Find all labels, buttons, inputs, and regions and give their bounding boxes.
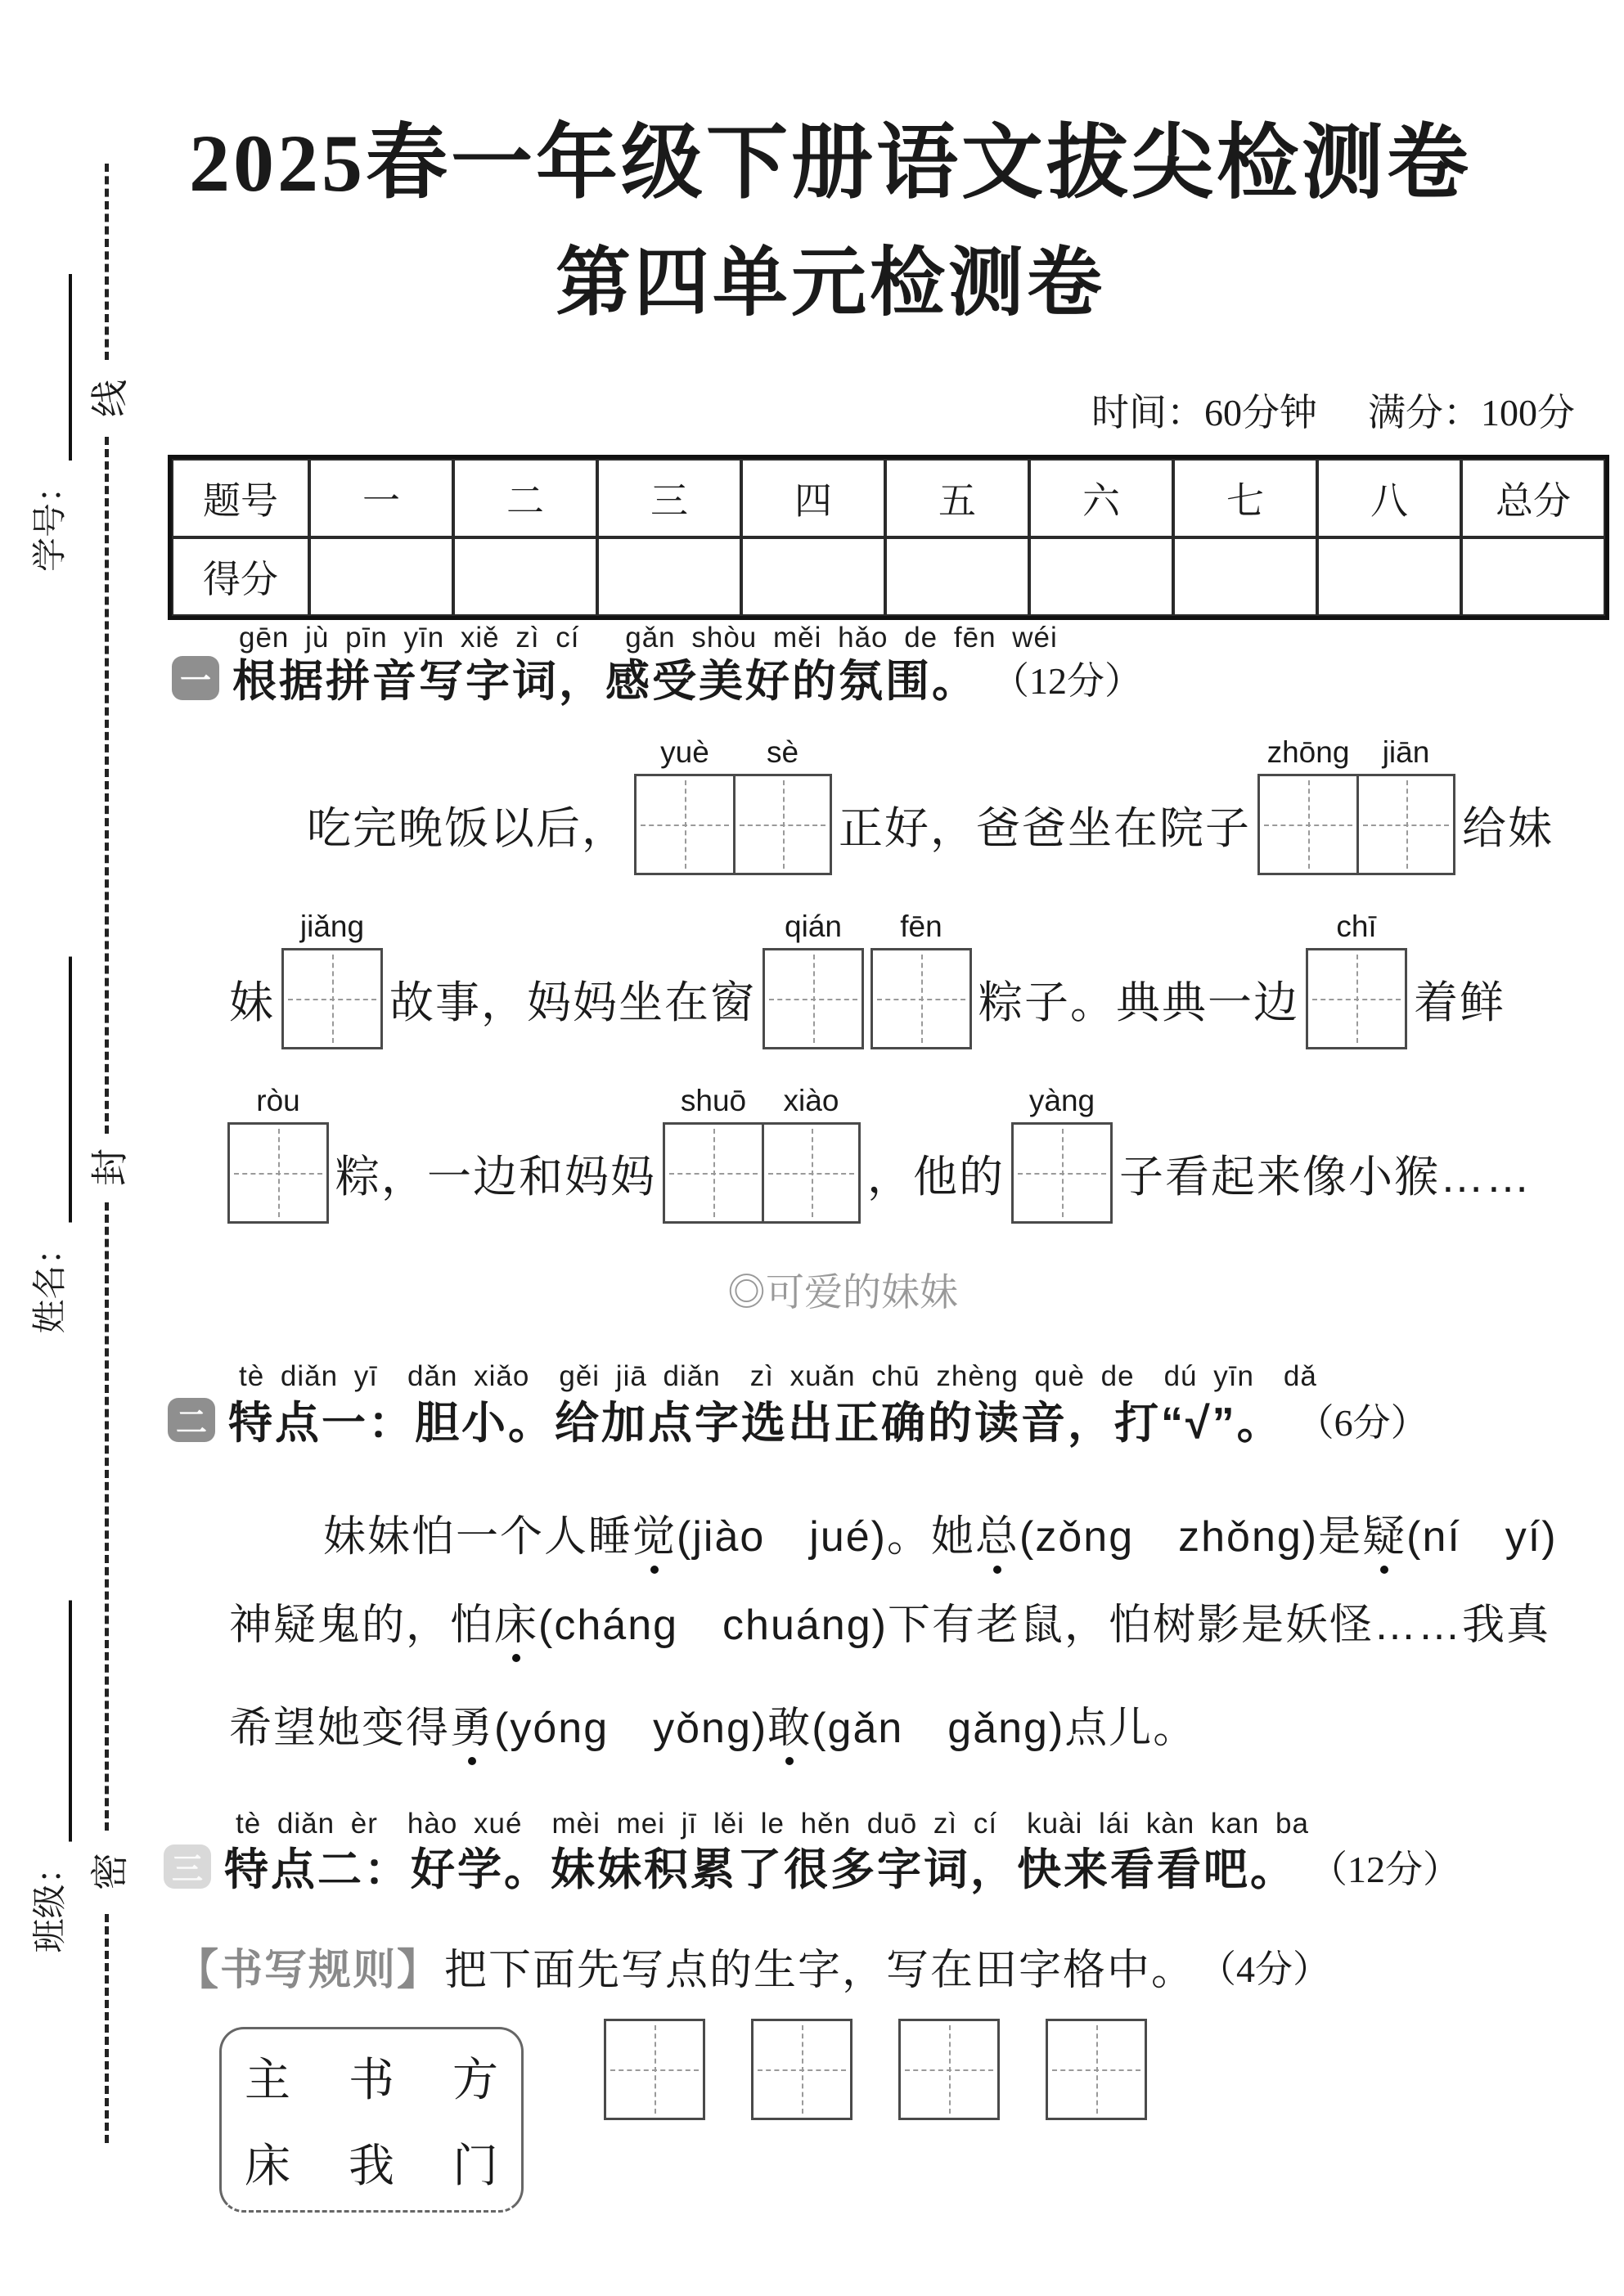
sentence-text: 正好，爸爸坐在院子 <box>839 803 1251 853</box>
tianzige-cell[interactable] <box>1356 735 1453 873</box>
writing-line-1 <box>307 735 1554 874</box>
tianzige-cell[interactable] <box>1014 1084 1110 1221</box>
tianzige-cell[interactable] <box>1308 910 1405 1047</box>
score-cell[interactable] <box>1461 537 1605 616</box>
paragraph-text: (zǒng zhǒng)是 <box>1019 1513 1363 1561</box>
paper-title: 2025春一年级下册语文拔尖检测卷 <box>189 118 1472 209</box>
score-column-header: 二 <box>453 459 597 537</box>
writing-line-2 <box>229 910 1505 1048</box>
sentence-text: 吃完晚饭以后， <box>307 803 628 853</box>
score-column-header: 题号 <box>172 459 309 537</box>
charbox-char: 我 <box>349 2140 394 2191</box>
tianzige-cell[interactable] <box>606 2021 703 2118</box>
tianzige-box <box>1046 2019 1147 2120</box>
student-name-blank[interactable] <box>61 956 72 1222</box>
tianzige-cell[interactable] <box>765 910 861 1047</box>
full-score: 满分：100分 <box>1368 392 1575 434</box>
tianzige-cell[interactable] <box>637 735 733 873</box>
pinyin-label: fēn <box>900 910 942 943</box>
class-label: 班级： <box>32 1849 70 1953</box>
sentence-text: 着鲜 <box>1414 977 1505 1027</box>
question-2-stem <box>168 1388 1428 1451</box>
pinyin-label: sè <box>766 735 799 769</box>
writing-rule-text: 把下面先写点的生字，写在田字格中。 <box>444 1947 1196 1994</box>
q3-pinyin-guide: tè diǎn èr hào xué mèi mei jī lěi le hěn duō zì cí kuài lái kàn kan ba <box>236 1808 1309 1840</box>
tianzige-box <box>1257 735 1455 875</box>
paragraph-text: (ní yí) <box>1406 1513 1558 1561</box>
score-column-header: 七 <box>1173 459 1317 537</box>
q1-pinyin-guide: gēn jù pīn yīn xiě zì cí gǎn shòu měi hǎo de fēn wéi <box>239 622 1058 654</box>
charbox-row <box>245 2044 498 2110</box>
dotted-char: 床 <box>494 1602 539 1649</box>
score-column-header: 四 <box>741 459 885 537</box>
tianzige-cell[interactable] <box>1260 735 1356 873</box>
paragraph-text: (yóng yǒng) <box>494 1705 768 1752</box>
student-id-label: 学号： <box>32 468 70 573</box>
student-name-field <box>23 956 72 1333</box>
tianzige-cell[interactable] <box>754 2021 850 2118</box>
tianzige-box <box>763 910 864 1049</box>
tianzige-cell[interactable] <box>901 2021 997 2118</box>
question-3-stem <box>164 1835 1460 1898</box>
score-column-header: 一 <box>309 459 453 537</box>
pinyin-label: jiǎng <box>299 910 365 943</box>
question-1-stem <box>172 646 1142 709</box>
sentence-text: 粽子。典典一边 <box>978 977 1299 1027</box>
score-cell[interactable] <box>1317 537 1461 616</box>
seal-dashed-line <box>105 1202 109 1831</box>
writing-rule-points: （4分） <box>1199 1948 1331 1990</box>
score-column-header: 三 <box>597 459 741 537</box>
section-one-icon: 一 <box>172 656 219 700</box>
q2-paragraph-line-3 <box>229 1693 1197 1755</box>
paragraph-text: 妹妹怕一个人睡 <box>323 1513 633 1561</box>
score-cell[interactable] <box>597 537 741 616</box>
student-name-label: 姓名： <box>32 1230 70 1334</box>
tianzige-cell[interactable] <box>284 910 380 1047</box>
class-field <box>23 1600 72 1952</box>
passage-caption: ◎可爱的妹妹 <box>727 1270 958 1314</box>
writing-line-3 <box>227 1084 1532 1222</box>
dotted-char: 疑 <box>1362 1513 1407 1561</box>
score-cell[interactable] <box>741 537 885 616</box>
q2-stem-text: 特点一：胆小。给加点字选出正确的读音，打“√”。 <box>228 1399 1284 1448</box>
score-column-header: 五 <box>885 459 1029 537</box>
score-table <box>168 455 1609 620</box>
q2-paragraph-line-2 <box>229 1590 1550 1651</box>
section-three-icon: 三 <box>164 1844 211 1889</box>
sentence-text: 子看起来像小猴…… <box>1119 1152 1532 1202</box>
q1-stem-text: 根据拼音写字词，感受美好的氛围。 <box>232 657 978 706</box>
tianzige-box <box>281 910 383 1049</box>
paragraph-text: 希望她变得 <box>229 1705 451 1752</box>
student-id-blank[interactable] <box>61 274 72 461</box>
student-id-field <box>23 274 72 572</box>
pinyin-label: jiān <box>1382 735 1430 769</box>
score-cell[interactable] <box>309 537 453 616</box>
tianzige-cell[interactable] <box>873 910 969 1047</box>
score-row-label: 得分 <box>172 537 309 616</box>
tianzige-box <box>634 735 832 875</box>
seal-char-feng: 封 <box>89 1148 131 1186</box>
tianzige-box <box>1011 1084 1113 1224</box>
tianzige-box <box>870 910 972 1049</box>
writing-rule-line <box>176 1935 1330 1997</box>
charbox-char: 门 <box>452 2140 498 2191</box>
paragraph-text: (gǎn gǎng)点儿。 <box>812 1705 1198 1752</box>
tianzige-box <box>227 1084 329 1224</box>
dotted-char: 勇 <box>450 1705 495 1752</box>
dotted-char: 觉 <box>632 1513 677 1561</box>
score-column-header: 总分 <box>1461 459 1605 537</box>
q3-stem-text: 特点二：好学。妹妹积累了很多字词，快来看看吧。 <box>224 1845 1297 1894</box>
pinyin-label: shuō <box>680 1084 747 1117</box>
section-two-icon: 二 <box>168 1398 215 1442</box>
class-blank[interactable] <box>61 1600 72 1841</box>
sentence-text: 故事，妈妈坐在窗 <box>389 977 756 1027</box>
seal-dashed-line <box>105 437 109 1134</box>
charbox-char: 书 <box>349 2054 394 2105</box>
charbox-row <box>245 2130 498 2195</box>
tianzige-cell[interactable] <box>762 1084 858 1221</box>
tianzige-cell[interactable] <box>733 735 830 873</box>
score-cell[interactable] <box>885 537 1029 616</box>
practice-grids <box>604 2019 1147 2120</box>
score-cell[interactable] <box>1029 537 1173 616</box>
q1-points: （12分） <box>992 659 1142 702</box>
pinyin-label: xiào <box>783 1084 839 1117</box>
writing-rule-bracket: 【书写规则】 <box>176 1947 442 1994</box>
seal-char-xian: 线 <box>89 380 131 417</box>
charbox-char: 床 <box>245 2140 290 2191</box>
pinyin-label: zhōng <box>1266 735 1350 769</box>
paragraph-text: (jiào jué)。她 <box>677 1513 976 1561</box>
q2-paragraph-line-1 <box>323 1502 1558 1563</box>
paragraph-text: (cháng chuáng)下有老鼠，怕树影是妖怪……我真 <box>538 1602 1550 1649</box>
sentence-text: 粽，一边和妈妈 <box>335 1152 656 1202</box>
charbox-char: 方 <box>452 2054 498 2105</box>
dotted-char: 总 <box>975 1513 1020 1561</box>
unit-title: 第四单元检测卷 <box>555 241 1105 325</box>
seal-dashed-line <box>105 1914 109 2143</box>
pinyin-label: yàng <box>1028 1084 1095 1117</box>
sentence-text: 妹 <box>229 977 275 1027</box>
exam-meta <box>1091 383 1575 437</box>
score-cell[interactable] <box>453 537 597 616</box>
score-cell[interactable] <box>1173 537 1317 616</box>
pinyin-label: chī <box>1336 910 1377 943</box>
charbox-char: 主 <box>245 2054 290 2105</box>
pinyin-label: yuè <box>660 735 709 769</box>
pinyin-label: qián <box>785 910 842 943</box>
q2-pinyin-guide: tè diǎn yī dǎn xiǎo gěi jiā diǎn zì xuǎn chū zhèng què de dú yīn dǎ <box>239 1360 1317 1392</box>
dotted-char: 敢 <box>767 1705 812 1752</box>
seal-char-mi: 密 <box>89 1853 131 1890</box>
tianzige-cell[interactable] <box>1048 2021 1145 2118</box>
sentence-text: 给妹 <box>1462 803 1554 853</box>
q3-points: （12分） <box>1310 1848 1460 1890</box>
time-limit: 时间：60分钟 <box>1091 392 1317 434</box>
score-column-header: 八 <box>1317 459 1461 537</box>
tianzige-box <box>751 2019 852 2120</box>
tianzige-box <box>898 2019 1000 2120</box>
tianzige-box <box>663 1084 861 1224</box>
character-choice-box <box>219 2027 524 2213</box>
paragraph-text: 神疑鬼的，怕 <box>229 1602 495 1649</box>
pinyin-label: ròu <box>256 1084 300 1117</box>
sentence-text: ，他的 <box>867 1152 1005 1202</box>
tianzige-cell[interactable] <box>665 1084 762 1221</box>
tianzige-box <box>604 2019 705 2120</box>
score-column-header: 六 <box>1029 459 1173 537</box>
tianzige-box <box>1306 910 1407 1049</box>
tianzige-cell[interactable] <box>230 1084 326 1221</box>
q2-points: （6分） <box>1296 1401 1428 1444</box>
